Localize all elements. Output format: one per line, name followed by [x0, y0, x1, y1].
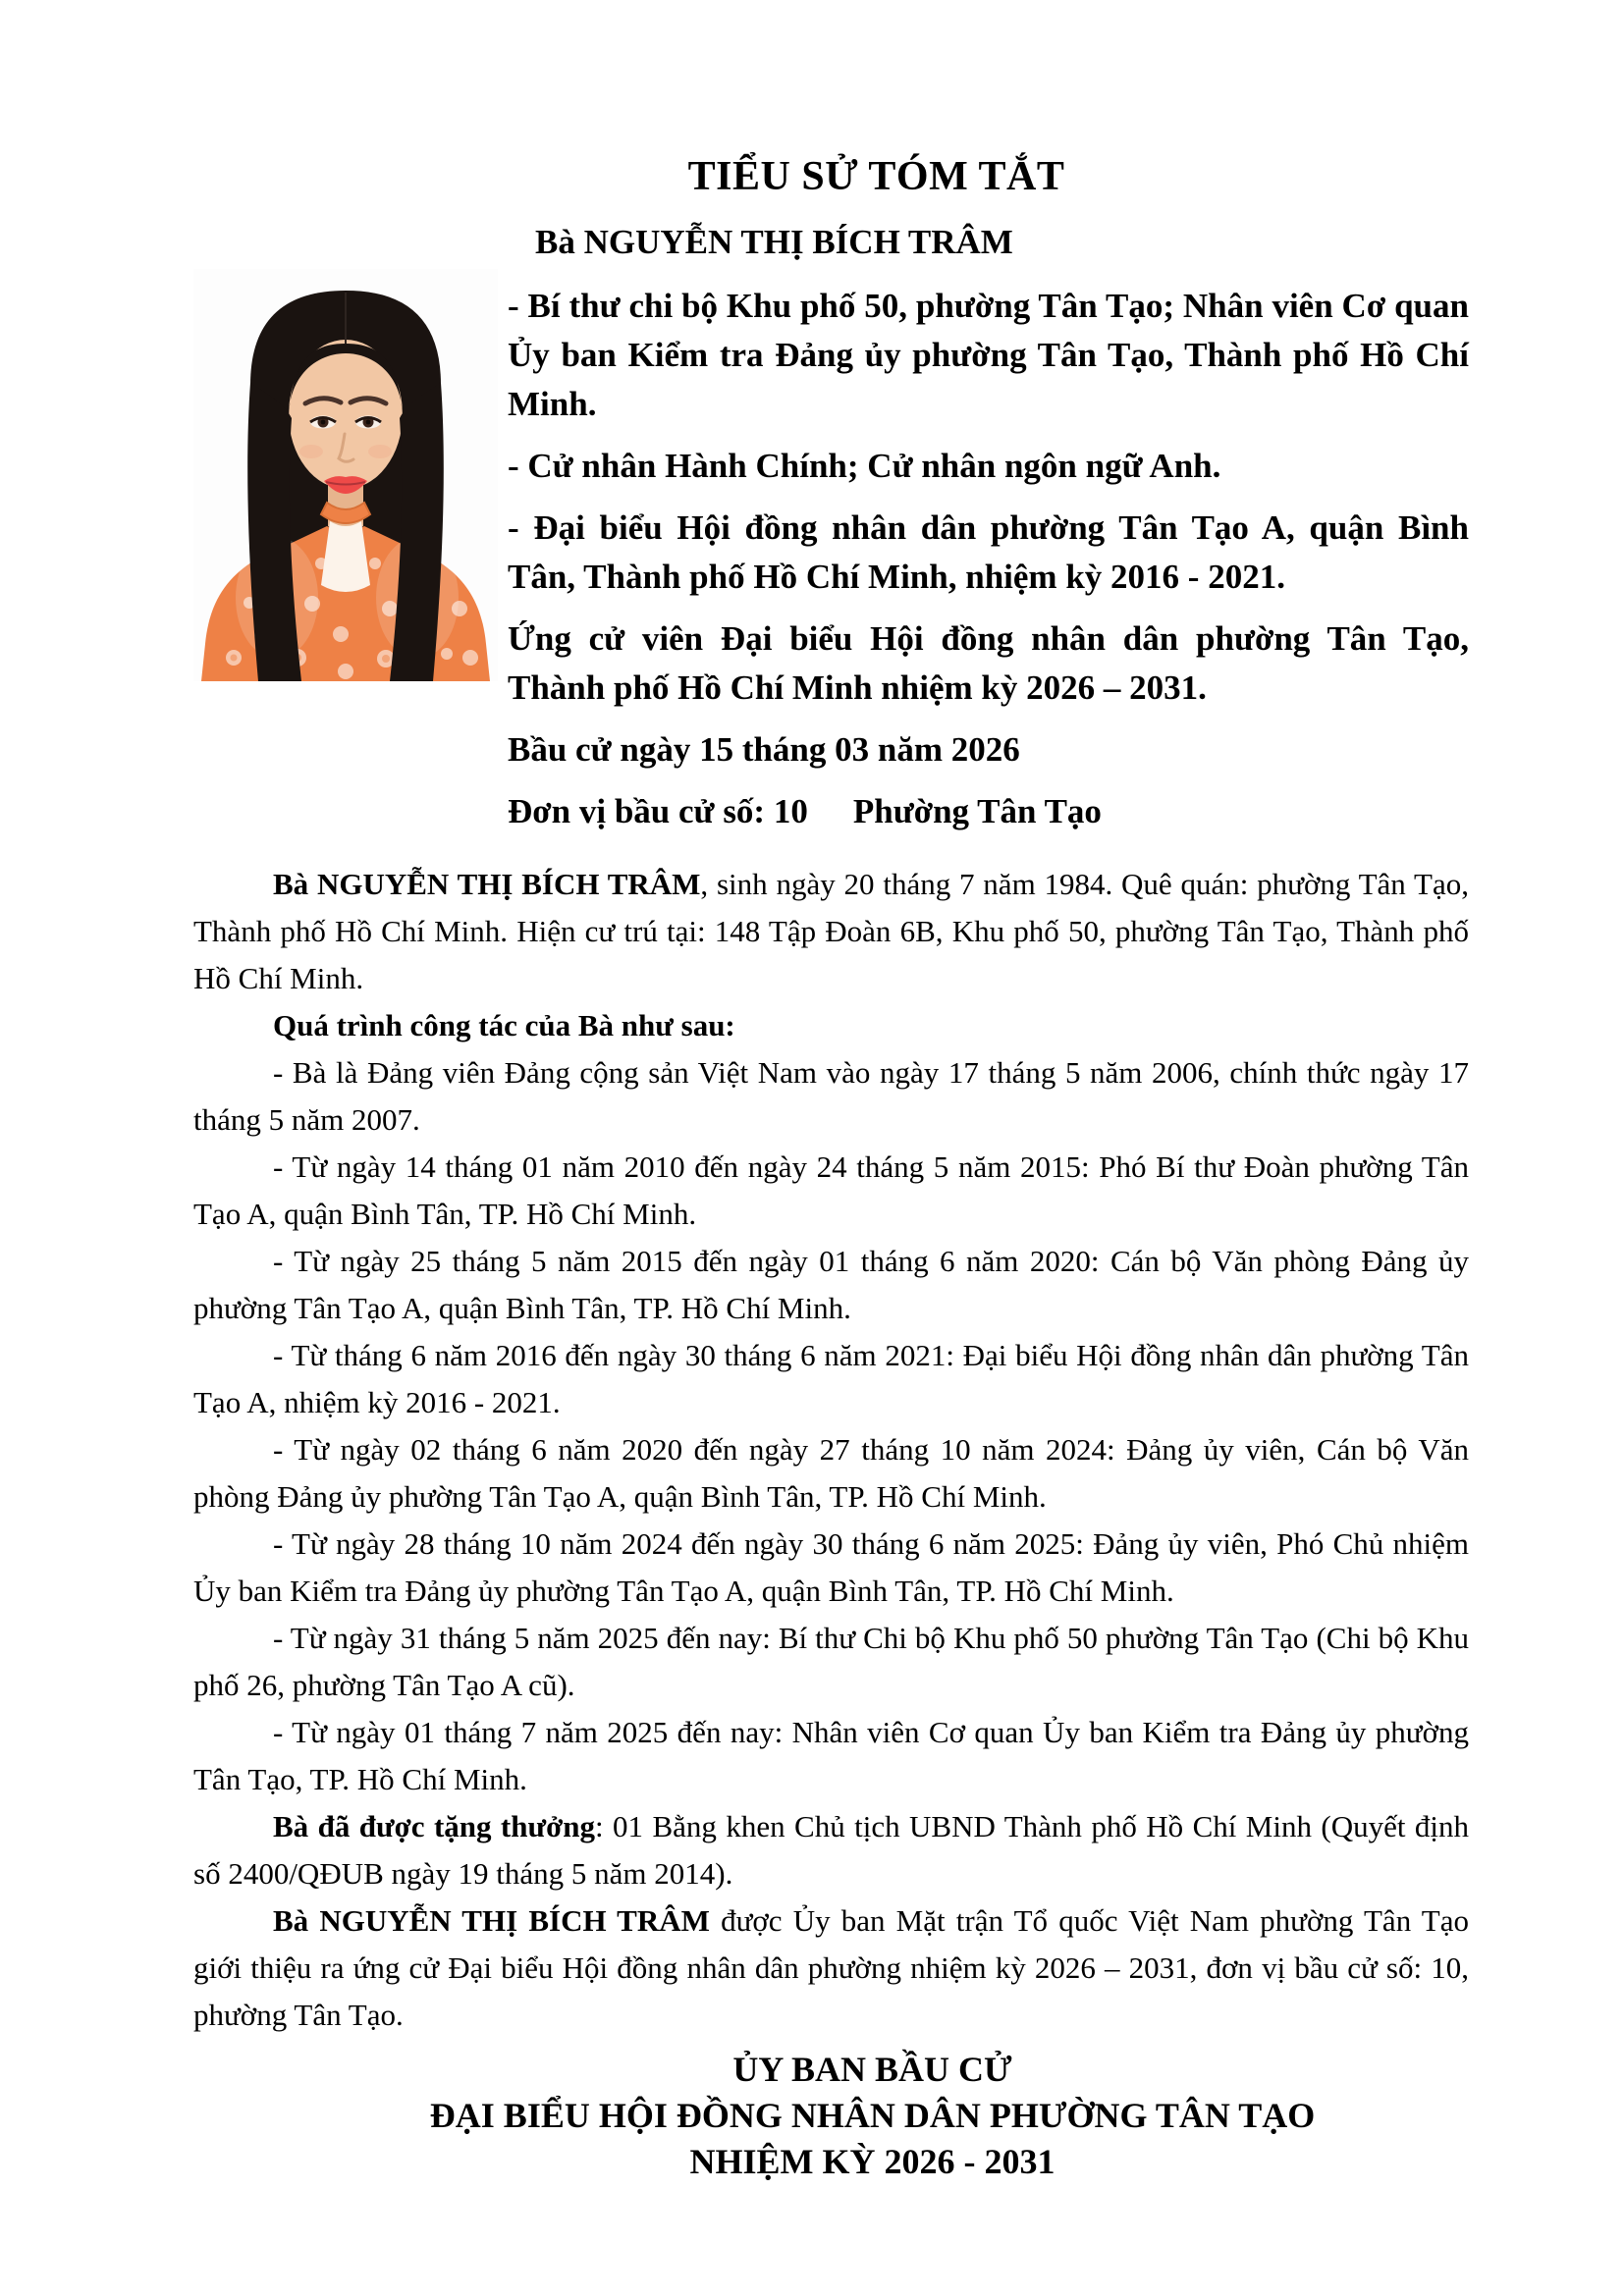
biography-body — [193, 861, 1469, 2039]
career-item: - Từ tháng 6 năm 2016 đến ngày 30 tháng 6 năm 2021: Đại biểu Hội đồng nhân dân phường Tân Tạo A, nhiệm kỳ 2016 - 2021. — [193, 1338, 1469, 1419]
page-title: TIỂU SỬ TÓM TẮT — [687, 154, 1065, 199]
election-unit-label: Đơn vị bầu cử số: 10 — [508, 792, 808, 830]
election-date: Bầu cử ngày 15 tháng 03 năm 2026 — [508, 730, 1020, 769]
career-item: - Từ ngày 14 tháng 01 năm 2010 đến ngày 24 tháng 5 năm 2015: Phó Bí thư Đoàn phường Tân Tạo A, quận Bình Tân, TP. Hồ Chí Minh. — [193, 1149, 1469, 1231]
portrait-image — [193, 269, 498, 681]
career-item: - Từ ngày 31 tháng 5 năm 2025 đến nay: Bí thư Chi bộ Khu phố 50 phường Tân Tạo (Chi bộ Khu phố 26, phường Tân Tạo A cũ). — [193, 1621, 1469, 1702]
award-lead: Bà đã được tặng thưởng — [273, 1809, 596, 1843]
bio-paragraph: Bà NGUYỄN THỊ BÍCH TRÂM, sinh ngày 20 tháng 7 năm 1984. Quê quán: phường Tân Tạo, Thành phố Hồ Chí Minh. Hiện cư trú tại: 148 Tập Đoàn 6B, Khu phố 50, phường Tân Tạo, Thành phố Hồ Chí Minh. — [193, 867, 1469, 995]
issuer-line: ỦY BAN BẦU CỬ — [732, 2050, 1012, 2089]
career-item: - Từ ngày 02 tháng 6 năm 2020 đến ngày 27 tháng 10 năm 2024: Đảng ủy viên, Cán bộ Văn phòng Đảng ủy phường Tân Tạo A, quận Bình Tân, TP. Hồ Chí Minh. — [193, 1432, 1469, 1514]
candidate-summary — [498, 218, 1469, 849]
issuer-line: ĐẠI BIỂU HỘI ĐỒNG NHÂN DÂN PHƯỜNG TÂN TẠO — [429, 2096, 1316, 2135]
career-item: - Bà là Đảng viên Đảng cộng sản Việt Nam vào ngày 17 tháng 5 năm 2006, chính thức ngày 17 tháng 5 năm 2007. — [193, 1055, 1469, 1137]
career-item: - Từ ngày 28 tháng 10 năm 2024 đến ngày 30 tháng 6 năm 2025: Đảng ủy viên, Phó Chủ nhiệm Ủy ban Kiểm tra Đảng ủy phường Tân Tạo A, quận Bình Tân, TP. Hồ Chí Minh. — [193, 1526, 1469, 1608]
summary-point: - Cử nhân Hành Chính; Cử nhân ngôn ngữ Anh. — [508, 447, 1221, 485]
bio-name: Bà NGUYỄN THỊ BÍCH TRÂM — [273, 867, 701, 901]
nomination-name: Bà NGUYỄN THỊ BÍCH TRÂM — [273, 1903, 710, 1938]
top-section — [193, 218, 1469, 849]
issuer-block — [193, 2047, 1469, 2185]
summary-point: - Đại biểu Hội đồng nhân dân phường Tân Tạo A, quận Bình Tân, Thành phố Hồ Chí Minh, nhiệm kỳ 2016 - 2021. — [508, 508, 1469, 596]
summary-point: - Bí thư chi bộ Khu phố 50, phường Tân Tạo; Nhân viên Cơ quan Ủy ban Kiểm tra Đảng ủy phường Tân Tạo, Thành phố Hồ Chí Minh. — [508, 287, 1469, 423]
career-item: - Từ ngày 25 tháng 5 năm 2015 đến ngày 01 tháng 6 năm 2020: Cán bộ Văn phòng Đảng ủy phường Tân Tạo A, quận Bình Tân, TP. Hồ Chí Minh. — [193, 1244, 1469, 1325]
candidate-name: Bà NGUYỄN THỊ BÍCH TRÂM — [535, 223, 1013, 261]
summary-point: Ứng cử viên Đại biểu Hội đồng nhân dân phường Tân Tạo, Thành phố Hồ Chí Minh nhiệm kỳ 2026 – 2031. — [508, 619, 1469, 707]
nomination-paragraph: Bà NGUYỄN THỊ BÍCH TRÂM được Ủy ban Mặt trận Tổ quốc Việt Nam phường Tân Tạo giới thiệu ra ứng cử Đại biểu Hội đồng nhân dân phường nhiệm kỳ 2026 – 2031, đơn vị bầu cử số: 10, phường Tân Tạo. — [193, 1903, 1469, 2032]
career-item: - Từ ngày 01 tháng 7 năm 2025 đến nay: Nhân viên Cơ quan Ủy ban Kiểm tra Đảng ủy phường Tân Tạo, TP. Hồ Chí Minh. — [193, 1715, 1469, 1796]
award-paragraph: Bà đã được tặng thưởng: 01 Bằng khen Chủ tịch UBND Thành phố Hồ Chí Minh (Quyết định số 2400/QĐUB ngày 19 tháng 5 năm 2014). — [193, 1809, 1469, 1891]
election-unit-place: Phường Tân Tạo — [852, 792, 1102, 830]
issuer-line: NHIỆM KỲ 2026 - 2031 — [689, 2142, 1056, 2181]
career-heading: Quá trình công tác của Bà như sau: — [273, 1008, 735, 1042]
candidate-photo — [193, 269, 498, 681]
election-unit — [508, 787, 1469, 836]
